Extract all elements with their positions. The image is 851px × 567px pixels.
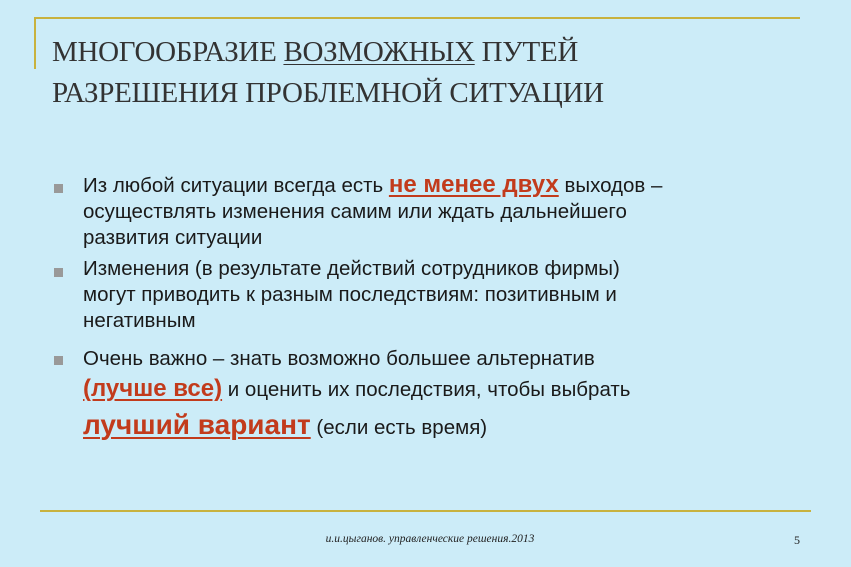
title-line-1: МНОГООБРАЗИЕ ВОЗМОЖНЫХ ПУТЕЙ	[52, 36, 579, 68]
bullet-square-icon	[54, 184, 63, 193]
highlight-text: (лучше все)	[83, 375, 223, 402]
highlight-text: лучший вариант	[83, 409, 311, 440]
left-rule	[34, 17, 36, 69]
bottom-rule	[40, 510, 811, 512]
slide-title	[52, 32, 812, 114]
page-number: 5	[794, 533, 800, 547]
footer-text: и.и.цыганов. управленческие решения.2013	[325, 533, 535, 545]
top-rule	[34, 17, 800, 19]
bullet-square-icon	[54, 356, 63, 365]
highlight-text: не менее двух	[388, 171, 559, 198]
title-underlined-word: ВОЗМОЖНЫХ	[283, 36, 475, 68]
list-item: Изменения (в результате действий сотрудников фирмы) могут приводить к разным последствиям: позитивным и негативным	[83, 257, 620, 332]
title-line-2: РАЗРЕШЕНИЯ ПРОБЛЕМНОЙ СИТУАЦИИ	[52, 77, 604, 109]
list-item: Из любой ситуации всегда есть не менее двух выходов – осуществлять изменения самим или ждать дальнейшего развития ситуации	[83, 171, 663, 249]
list-item: Очень важно – знать возможно большее альтернатив (лучше все) и оценить их последствия, чтобы выбрать лучший вариант (если есть время)	[83, 347, 631, 440]
bullet-square-icon	[54, 268, 63, 277]
